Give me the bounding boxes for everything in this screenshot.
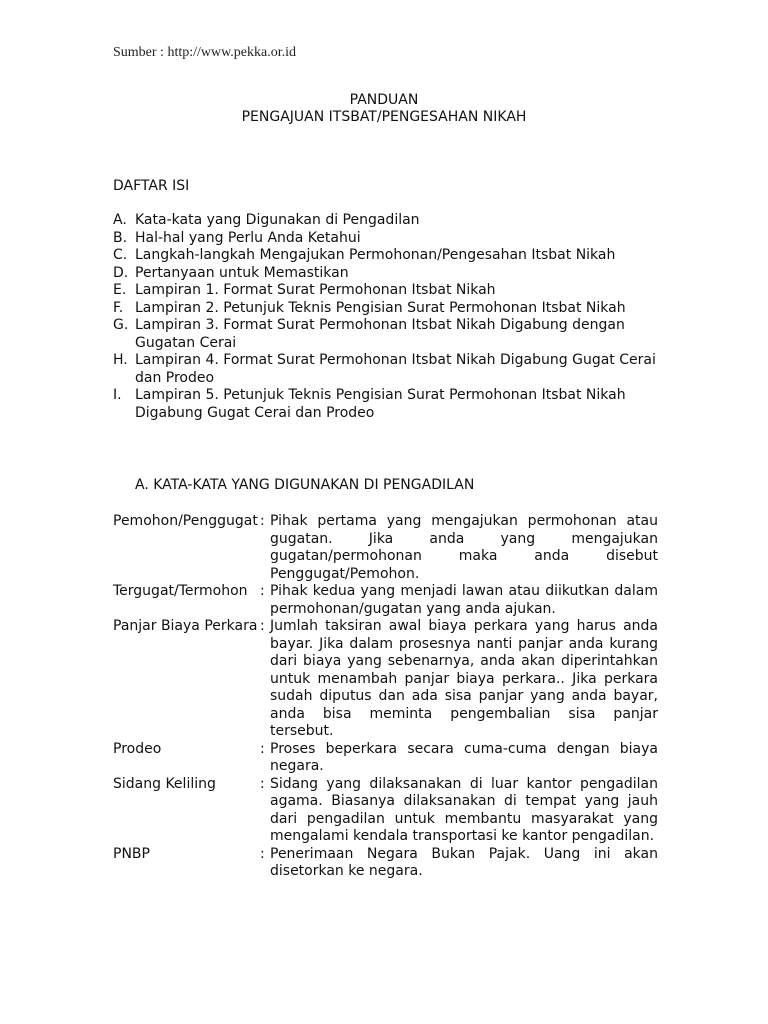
toc-text: Lampiran 5. Petunjuk Teknis Pengisian Surat Permohonan Itsbat Nikah Digabung Gugat Cerai dan Prodeo (135, 387, 626, 421)
title-line-1: PANDUAN (349, 92, 419, 108)
definition-term: Tergugat/Termohon (113, 583, 248, 599)
toc-text: Lampiran 4. Format Surat Permohonan Itsbat Nikah Digabung Gugat Cerai dan Prodeo (135, 352, 656, 386)
definition-item (113, 741, 658, 776)
toc-letter: F. (113, 299, 124, 316)
definition-item (113, 776, 658, 846)
toc-item-h (113, 352, 658, 387)
definition-description: Pihak pertama yang mengajukan permohonan atau gugatan. Jika anda yang mengajukan gugatan/permohonan maka anda disebut Penggugat/Pemohon. (270, 513, 658, 582)
section-a-heading: A. KATA-KATA YANG DIGUNAKAN DI PENGADILAN (135, 477, 475, 493)
toc-letter: I. (113, 387, 122, 403)
definition-description: Proses beperkara secara cuma-cuma dengan biaya negara. (270, 740, 658, 774)
toc-text: Hal-hal yang Perlu Anda Ketahui (135, 229, 361, 246)
definition-term: Prodeo (113, 740, 162, 757)
toc-text: Lampiran 2. Petunjuk Teknis Pengisian Surat Permohonan Itsbat Nikah (135, 299, 626, 316)
definition-item (113, 618, 658, 741)
toc-heading: DAFTAR ISI (113, 178, 190, 194)
definition-description: Penerimaan Negara Bukan Pajak. Uang ini akan disetorkan ke negara. (270, 845, 658, 879)
toc-item-b (113, 230, 658, 248)
definition-colon: : (260, 740, 265, 757)
definition-term: Sidang Keliling (113, 775, 216, 792)
definition-colon: : (260, 845, 265, 862)
toc-letter: H. (113, 352, 128, 368)
source-line: Sumber : http://www.pekka.or.id (113, 45, 297, 60)
definition-item (113, 846, 658, 881)
definition-colon: : (260, 513, 265, 529)
toc-letter: A. (113, 212, 127, 228)
toc-item-g (113, 317, 658, 352)
toc-text: Lampiran 3. Format Surat Permohonan Itsbat Nikah Digabung dengan Gugatan Cerai (135, 317, 625, 351)
definition-colon: : (260, 583, 265, 599)
definition-term: Panjar Biaya Perkara (113, 618, 258, 634)
definition-item (113, 583, 658, 618)
toc-item-c (113, 247, 658, 265)
toc-item-f (113, 300, 658, 318)
definition-term: PNBP (113, 845, 150, 862)
toc-text: Lampiran 1. Format Surat Permohonan Itsbat Nikah (135, 282, 496, 298)
toc-letter: E. (113, 282, 127, 298)
toc-letter: C. (113, 247, 128, 263)
definition-colon: : (260, 618, 265, 634)
toc-text: Langkah-langkah Mengajukan Permohonan/Pengesahan Itsbat Nikah (135, 247, 616, 263)
document-title (0, 92, 768, 126)
definition-item (113, 513, 658, 583)
definition-description: Pihak kedua yang menjadi lawan atau diikutkan dalam permohonan/gugatan yang anda ajukan. (270, 583, 658, 617)
definition-colon: : (260, 775, 265, 792)
definitions-list (113, 513, 658, 881)
definition-description: Jumlah taksiran awal biaya perkara yang harus anda bayar. Jika dalam prosesnya nanti panjar anda kurang dari biaya yang sebenarnya, anda akan diperintahkan untuk menambah panjar biaya perkara.. Jika perkara sudah diputus dan ada sisa panjar yang anda bayar, anda bisa meminta pengembalian sisa panjar tersebut. (270, 618, 658, 739)
toc-text: Pertanyaan untuk Memastikan (135, 264, 349, 281)
toc-item-i (113, 387, 658, 422)
toc-letter: D. (113, 264, 129, 281)
definition-term: Pemohon/Penggugat (113, 513, 258, 529)
definition-description: Sidang yang dilaksanakan di luar kantor pengadilan agama. Biasanya dilaksanakan di tempat yang jauh dari pengadilan untuk membantu masyarakat yang mengalami kendala transportasi ke kantor pengadilan. (270, 775, 658, 844)
title-line-2: PENGAJUAN ITSBAT/PENGESAHAN NIKAH (241, 109, 527, 125)
toc-item-a (113, 212, 658, 230)
toc-item-e (113, 282, 658, 300)
toc-item-d (113, 265, 658, 283)
table-of-contents (113, 212, 658, 422)
toc-letter: G. (113, 317, 129, 333)
toc-text: Kata-kata yang Digunakan di Pengadilan (135, 212, 420, 228)
toc-letter: B. (113, 229, 128, 246)
